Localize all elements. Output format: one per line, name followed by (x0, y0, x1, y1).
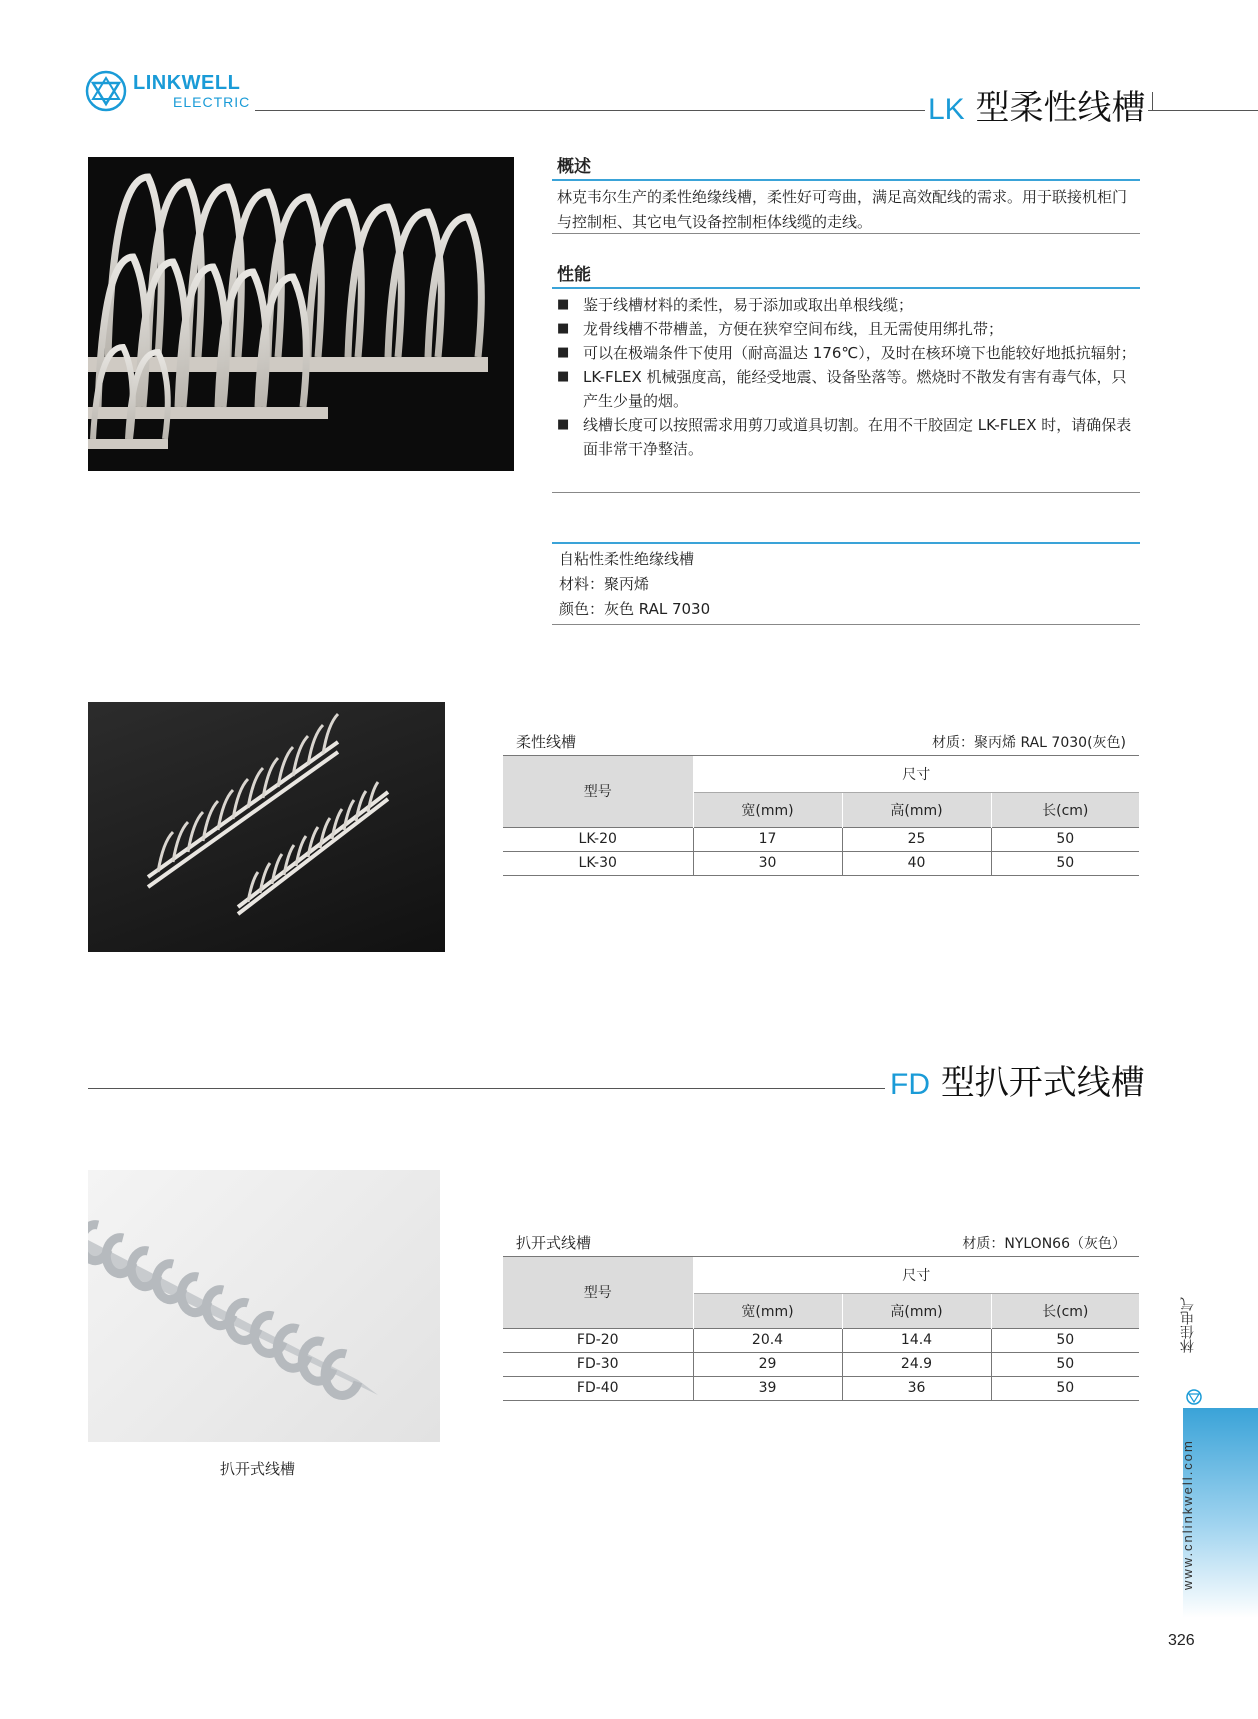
lk-sample-photo (88, 702, 445, 952)
lk-row-width: 30 (693, 851, 842, 875)
lk-col-model-header: 型号 (503, 756, 693, 827)
spec-info-line2: 材料：聚丙烯 (559, 575, 650, 593)
fd-row-height: 24.9 (842, 1352, 991, 1376)
brand-subtitle: ELECTRIC (173, 94, 251, 110)
page-title (928, 80, 1146, 129)
side-logo-icon (1186, 1389, 1202, 1405)
fd-row-model: FD-40 (503, 1376, 693, 1400)
table-row (503, 851, 1139, 875)
fd-row-length: 50 (1056, 1380, 1075, 1396)
header-rule (255, 110, 925, 111)
fd-table-material: 材质：NYLON66（灰色） (962, 1236, 1126, 1252)
table-row (503, 1352, 1139, 1376)
page-title-prefix: LK (928, 93, 965, 126)
lk-col-length-header: 长(cm) (1042, 802, 1089, 819)
spec-info-rule (552, 542, 1140, 544)
lk-table-material: 材质：聚丙烯 RAL 7030(灰色) (932, 735, 1126, 751)
fd-row-model: FD-20 (503, 1328, 693, 1352)
spec-info-line3: 颜色：灰色 RAL 7030 (559, 600, 711, 618)
lk-spec-table (503, 756, 1139, 876)
fd-row-height: 14.4 (842, 1328, 991, 1352)
fd-col-length-header: 长(cm) (1042, 1303, 1089, 1320)
header-rule-right (1148, 110, 1258, 111)
lk-row-length: 50 (1056, 831, 1075, 847)
performance-bottom-rule (552, 492, 1140, 493)
fd-col-height-header: 高(mm) (842, 1293, 991, 1328)
fd-section-title (890, 1055, 1145, 1104)
table-row (503, 827, 1139, 851)
lk-table-caption: 柔性线槽 (516, 733, 577, 751)
side-brand-cn: 林佳电气 (1180, 1297, 1196, 1353)
fd-section-title-prefix: FD (890, 1068, 930, 1101)
fd-col-size-header: 尺寸 (693, 1257, 1139, 1293)
performance-heading: 性能 (557, 265, 591, 285)
performance-item: ■ 线槽长度可以按照需求用剪刀或道具切割。在用不干胶固定 LK-FLEX 时，请确保表面非常干净整洁。 (557, 413, 1137, 461)
lk-col-size-header: 尺寸 (693, 756, 1139, 792)
performance-item: ■ 龙骨线槽不带槽盖，方便在狭窄空间布线，且无需使用绑扎带； (557, 317, 1137, 341)
fd-row-length: 50 (1056, 1332, 1075, 1348)
overview-text: 林克韦尔生产的柔性绝缘线槽，柔性好可弯曲，满足高效配线的需求。用于联接机柜门与控制柜、其它电气设备控制柜体线缆的走线。 (557, 188, 1128, 231)
table-row (503, 1328, 1139, 1352)
lk-row-model: LK-20 (503, 827, 693, 851)
performance-rule (552, 287, 1140, 289)
lk-row-model: LK-30 (503, 851, 693, 875)
overview-bottom-rule (552, 233, 1140, 234)
lk-col-width-header: 宽(mm) (693, 792, 842, 827)
performance-item: ■ LK-FLEX 机械强度高，能经受地震、设备坠落等。燃烧时不散发有害有毒气体，只产生少量的烟。 (557, 365, 1137, 413)
lk-row-height: 25 (842, 827, 991, 851)
side-url: www.cnlinkwell.com (1180, 1439, 1195, 1591)
page-number: 326 (1168, 1632, 1195, 1649)
spec-info-bottom-rule (552, 624, 1140, 625)
lk-row-width: 17 (693, 827, 842, 851)
fd-row-width: 20.4 (693, 1328, 842, 1352)
fd-spec-table (503, 1257, 1139, 1401)
fd-row-width: 39 (693, 1376, 842, 1400)
performance-list (557, 293, 1137, 461)
performance-item: ■ 鉴于线槽材料的柔性，易于添加或取出单根线缆； (557, 293, 1137, 317)
overview-rule (552, 179, 1140, 181)
lk-product-photo (88, 157, 514, 471)
fd-photo-caption: 扒开式线槽 (220, 1460, 296, 1478)
lk-row-height: 40 (842, 851, 991, 875)
fd-product-photo (88, 1170, 440, 1442)
performance-item: ■ 可以在极端条件下使用（耐高温达 176℃），及时在核环境下也能较好地抵抗辐射； (557, 341, 1137, 365)
fd-section-title-main: 型扒开式线槽 (940, 1063, 1145, 1103)
page-title-main: 型柔性线槽 (975, 88, 1146, 128)
spec-info-line1: 自粘性柔性绝缘线槽 (559, 550, 695, 568)
fd-col-model-header: 型号 (503, 1257, 693, 1328)
fd-row-height: 36 (842, 1376, 991, 1400)
linkwell-logo-icon (85, 70, 127, 112)
overview-heading: 概述 (557, 157, 591, 177)
fd-row-width: 29 (693, 1352, 842, 1376)
side-brand (1176, 1265, 1212, 1405)
table-row (503, 1376, 1139, 1400)
header-tick (1152, 92, 1153, 110)
fd-row-length: 50 (1056, 1356, 1075, 1372)
lk-col-height-header: 高(mm) (842, 792, 991, 827)
brand-logo (85, 70, 255, 112)
lk-row-length: 50 (1056, 855, 1075, 871)
fd-row-model: FD-30 (503, 1352, 693, 1376)
fd-col-width-header: 宽(mm) (693, 1293, 842, 1328)
fd-section-rule (88, 1088, 885, 1089)
brand-name: LINKWELL (133, 72, 241, 94)
fd-table-caption: 扒开式线槽 (516, 1234, 592, 1252)
